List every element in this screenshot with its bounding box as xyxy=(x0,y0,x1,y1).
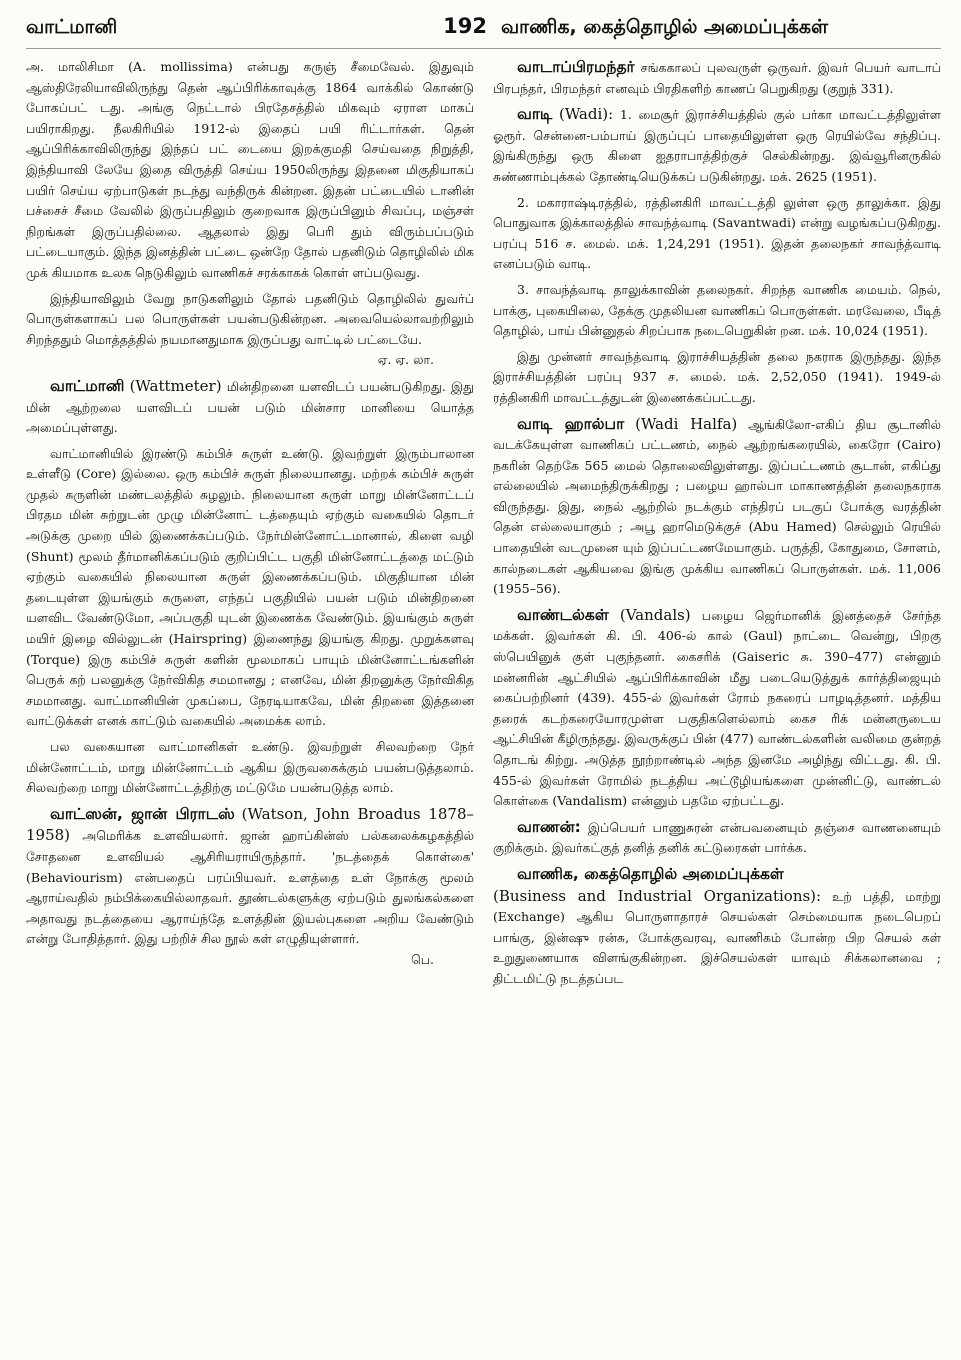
article-heading: வாடாப்பிரமந்தர் xyxy=(517,58,635,76)
latin-term: (Wadi): xyxy=(558,105,614,124)
paragraph xyxy=(26,289,474,371)
running-head-right: வாணிக, கைத்தொழில் அமைப்புக்கள் xyxy=(501,16,829,38)
article-heading: வாட்ஸன், ஜான் பிராடஸ் xyxy=(50,804,235,823)
page-header xyxy=(26,14,941,49)
author-signature: ஏ. ஏ. லா. xyxy=(377,352,434,368)
article-business-organizations xyxy=(493,864,941,990)
latin-term: (Wattmeter) xyxy=(129,376,222,395)
paragraph-text: இந்தியாவிலும் வேறு நாடுகளிலும் தோல் பதனிடும் தொழிலில் துவர்ப் பொருள்களாகப் பல பொருள்கள் பயன்படுகின்றன. அவையெல்லாவற்றிலும் சிறந்ததும் மொத்தத்தில் நயமானதுமாக இருப்பது வாட்டில் பட்டையே. xyxy=(26,290,474,347)
latin-term: (Business and Industrial Organizations): xyxy=(493,886,822,905)
article-heading: வாணிக, கைத்தொழில் அமைப்புக்கள் xyxy=(517,864,784,883)
paragraph: 3. சாவந்த்வாடி தாலுக்காவின் தலைநகர். சிறந்த வாணிக மையம். நெல், பாக்கு, புகையிலை, தேக்கு முதலியன வாணிகப் பொருள்கள். மரவேலை, பீடித் தொழில், பாய் பின்னுதல் சிறப்பாக நடைபெறுகின் றன. மக். 10,024 (1951). xyxy=(493,281,941,339)
article-wattmeter xyxy=(26,376,474,439)
running-head-left: வாட்மானி xyxy=(26,16,118,38)
article-text: இப்பெயர் பாணுசுரன் என்பவனையும் தஞ்சை வாணனையும் குறிக்கும். இவர்கட்குத் தனித் தனிக் கட்டுரைகள் பார்க்க. xyxy=(493,819,941,856)
article-vandals xyxy=(493,605,941,812)
article-text: அமெரிக்க உளவியலார். ஜான் ஹாப்கின்ஸ் பல்கலைக்கழகத்தில் சோதனை உளவியல் ஆசிரியராயிருந்தார். 'நடத்தைக் கொள்கை' (Behaviourism) என்பதைப் பரப்பியவர். உளத்தை உள் நோக்கு மூலம் ஆராய்வதில் நம்பிக்கையில்லாதவர். தூண்டல்களுக்கு ஏற்படும் துலங்கல்களை அதாவது நடத்தையை ஆராய்ந்தே உளத்தின் இயல்புகளை அறிய வேண்டும் என்று போதித்தார். இது பற்றிச் சில நூல் கள் எழுதியுள்ளார். xyxy=(26,828,474,947)
article-text: உற் பத்தி, மாற்று (Exchange) ஆகிய பொருளாதாரச் செயல்கள் செம்மையாக நடைபெறப் பாங்கு, இன்ஷு ரன்சு, போக்குவரவு, வாணிகம் போன்ற பிற செயல் கள் உறுதுணையாக விளங்குகின்றன. இச்செயல்கள் யாவும் சிக்கலானவை ; திட்டமிட்டு நடத்தப்பட xyxy=(493,888,941,986)
left-column xyxy=(26,57,474,995)
body-columns xyxy=(26,57,941,995)
paragraph: பல வகையான வாட்மானிகள் உண்டு. இவற்றுள் சிலவற்றை நேர் மின்னோட்டம், மாறு மின்னோட்டம் ஆகிய இருவகைக்கும் பயன்படுத்தலாம். சிலவற்றை மாறு மின்னோட்டத்திற்கு மட்டுமே பயன்படுத்த லாம். xyxy=(26,739,474,796)
paragraph: இது முன்னர் சாவந்த்வாடி இராச்சியத்தின் தலை நகராக இருந்தது. இந்த இராச்சியத்தின் பரப்பு 937 ச. மைல். மக். 2,52,050 (1941). 1949-ல் ரத்தினகிரி மாவட்டத்துடன் இணைக்கப்பட்டது. xyxy=(493,348,941,405)
article-vanan xyxy=(493,817,941,859)
article-heading: வாடி xyxy=(517,105,553,124)
article-text: ஆங்கிலோ-எகிப் திய சூடானில் வடக்கேயுள்ள வாணிகப் பட்டணம், நைல் ஆற்றங்கரையில், கைரோ (Cairo) நகரின் தெற்கே 565 மைல் தொலைவிலுள்ளது. இப்பட்டணம் சூடான், எகிப்து எல்லையில் அமைந்திருக்கிறது ; பழைய ஹால்பா மாகாணத்தின் தலைநகராக விருந்தது. இது, நைல் ஆற்றில் நடக்கும் எந்திரப் படகுப் போக்கு வரத்தின் தென் எல்லையாகும் ; அபூ ஹாமெடுக்குச் (Abu Hamed) செல்லும் ரெயில் பாதையின் வடமுனை யும் இப்பட்டணமேயாகும். பருத்தி, கோதுமை, சோளம், கால்நடைகள் ஆகியவை இங்கு முக்கிய வாணிகப் பொருள்கள். மக். 11,006 (1955–56). xyxy=(493,416,941,597)
article-text: பழைய ஜெர்மானிக் இனத்தைச் சேர்ந்த மக்கள். இவர்கள் கி. பி. 406-ல் கால் (Gaul) நாட்டை வென்று, பிறகு ஸ்பெயினுக் குள் புகுந்தனர். கைசரிக் (Gaiseric சு. 390–477) என்னும் மன்னரின் ஆட்சியில் ஆப்பிரிக்காவின் மீது படையெடுத்துக் கார்த்திஜையும் கைப்பற்றினர் (439). 455-ல் இவர்கள் ரோம் நகரைப் பாழடித்தனர். மத்திய தரைக் கடற்கரையோரமுள்ள பகுதிகளெல்லாம் கைச ரிக் மன்னருடைய ஆட்சியின் கீழிருந்தது. இவருக்குப் பின் (477) வாண்டல்களின் வலிமை குன்றத் தொடங் கிற்று. அடுத்த நூற்றாண்டில் அந்த இனமே அழிந்து விட்டது. கி. பி. 455-ல் இவர்கள் ரோமில் நடத்திய அட்டூழியங்களை முன்னிட்டு, வாண்டல் கொள்கை (Vandalism) என்னும் பதமே ஏற்பட்டது. xyxy=(493,607,941,809)
right-column xyxy=(493,57,941,995)
article-wadi-halfa xyxy=(493,414,941,600)
article-text: மின்திறனை யளவிடப் பயன்படுகிறது. இது மின் ஆற்றலை யளவிடப் பயன் படும் மின்சார மானியை யொத்த அமைப்புள்ளது. xyxy=(26,378,474,436)
author-signature: பெ. xyxy=(410,951,434,967)
paragraph: 2. மகாராஷ்டிரத்தில், ரத்தினகிரி மாவட்டத்தி லுள்ள ஒரு தாலுக்கா. இது பொதுவாக இக்காலத்தில் சாவந்த்வாடி (Savantwadi) என்று வழங்கப்படுகிறது. பரப்பு 516 ச. மைல். மக். 1,24,291 (1951). இதன் தலைநகர் சாவந்த்வாடி எனப்படும் வாடி. xyxy=(493,194,941,272)
article-watson xyxy=(26,804,474,971)
article-wadi xyxy=(493,104,941,187)
latin-term: (Vandals) xyxy=(619,605,691,624)
latin-term: (Wadi Halfa) xyxy=(635,414,738,433)
article-heading: வாணன்: xyxy=(517,817,581,836)
article-heading: வாண்டல்கள் xyxy=(517,605,609,624)
latin-term: (Watson, John Broadus 1878–1958) xyxy=(26,804,474,845)
paragraph: வாட்மானியில் இரண்டு கம்பிச் சுருள் உண்டு. இவற்றுள் இரும்பாலான உள்ளீடு (Core) இல்லை. ஒரு கம்பிச் சுருள் நிலையானது. மற்றக் கம்பிச் சுருள் முதல் சுருளின் மண்டலத்தில் சுழலும். நிலையான சுருள் மாறு மின்னோட்டப் பிரதம மின் சுற்றுடன் முழு மின்னோட் டத்தையும் ஏற்கும் வகையில் தொடர் அடுக்கு முறை யில் இணைக்கப்படும். நேர்மின்னோட்டமானால், கிளை வழி (Shunt) மூலம் தீர்மானிக்கப்படும் குறிப்பிட்ட பகுதி மின்னோட்டத்தை மட்டும் ஏற்கும் வகையில் நிலையான சுருள் இணைக்கப்படும். மிகுதியான மின் தடையுள்ள இயங்கும் சுருளை, எந்தப் பகுதியில் பயன் படும் மின்திறனை யளவிட வேண்டுமோ, அப்பகுதி யுடன் இணைக்க வேண்டும். இயங்கும் சுருள் மயிர் இழை வில்லுடன் (Hairspring) இணைந்து இயங்கு கிறது. முறுக்களவு (Torque) இரு கம்பிச் சுருள் களின் மூலமாகப் பாயும் மின்னோட்டங்களின் பெருக் கற் பலனுக்கு நேர்விகித சமமானது ; எனவே, மின் திறனுக்கு நேர்விகித சமமானது. வாட்மானியின் முகப்பை, நேரடியாகவே, மின் திறனை இத்தனை வாட்டுக்கள் எனக் காட்டும் வகையில் அமைக்க லாம். xyxy=(26,445,474,729)
article-vadapiramandar xyxy=(493,57,941,99)
article-heading: வாடி ஹால்பா xyxy=(517,414,625,433)
article-text: 1. மைசூர் இராச்சியத்தில் குல் பர்கா மாவட்டத்திலுள்ள ஓரூர். சென்னை-பம்பாய் இருப்புப் பாதையிலுள்ள ஒரு ரெயில்வே சந்திப்பு. இங்கிருந்து ஒரு கிளை ஐதராபாத்திற்குச் செல்கின்றது. இவ்வூரினருகில் சுண்ணாம்புக்கல் தோண்டியெடுக்கப் படுகின்றது. மக். 2625 (1951). xyxy=(493,107,941,184)
article-text: சங்ககாலப் புலவருள் ஒருவர். இவர் பெயர் வாடாப் பிரபந்தர், பிரமந்தர் எனவும் பிரதிகளிற் காணப் பெறுகிறது (குறுந் 331). xyxy=(493,60,941,96)
paragraph: அ. மாலிசிமா (A. mollissima) என்பது கருஞ் சீமைவேல். இதுவும் ஆஸ்திரேலியாவிலிருந்து தென் ஆப்பிரிக்காவுக்கு 1864 வாக்கில் கொண்டு போகப்பட் டது. அங்கு நெட்டால் பிரதேசத்தில் மிகவும் ஏராள மாகப் பயிராகிறது. நீலகிரியில் 1912-ல் இதைப் பயி ரிட்டார்கள். தென் ஆப்பிரிக்காவிலிருந்து இந்தப் பட் டையை இறக்குமதி செய்வதை நிறுத்தி, இந்தியாவி லேயே இதை விருத்தி செய்ய 1950லிருந்து இதனை மிகுதியாகப் பயிர் செய்ய ஏற்பாடுகள் நடந்து வந்திருக் கின்றன. இதன் பட்டையில் டானின் பச்சைச் சீமை வேலில் இருப்பதிலும் குறைவாக இருப்பினும் சிவப்பு, மஞ்சள் நிறங்கள் இருப்பதில்லை. ஆதலால் இது பெரி தும் விரும்பப்படும் பட்டையாகும். இந்த இனத்தின் பட்டை ஒன்றே தோல் பதனிடும் தொழிலில் மிக முக் கியமாக உலக நெடுகிலும் வாணிகச் சரக்காகக் கொள் ளப்படுவது. xyxy=(26,59,474,280)
page-number: 192 xyxy=(443,14,487,38)
article-heading: வாட்மானி xyxy=(50,376,125,395)
